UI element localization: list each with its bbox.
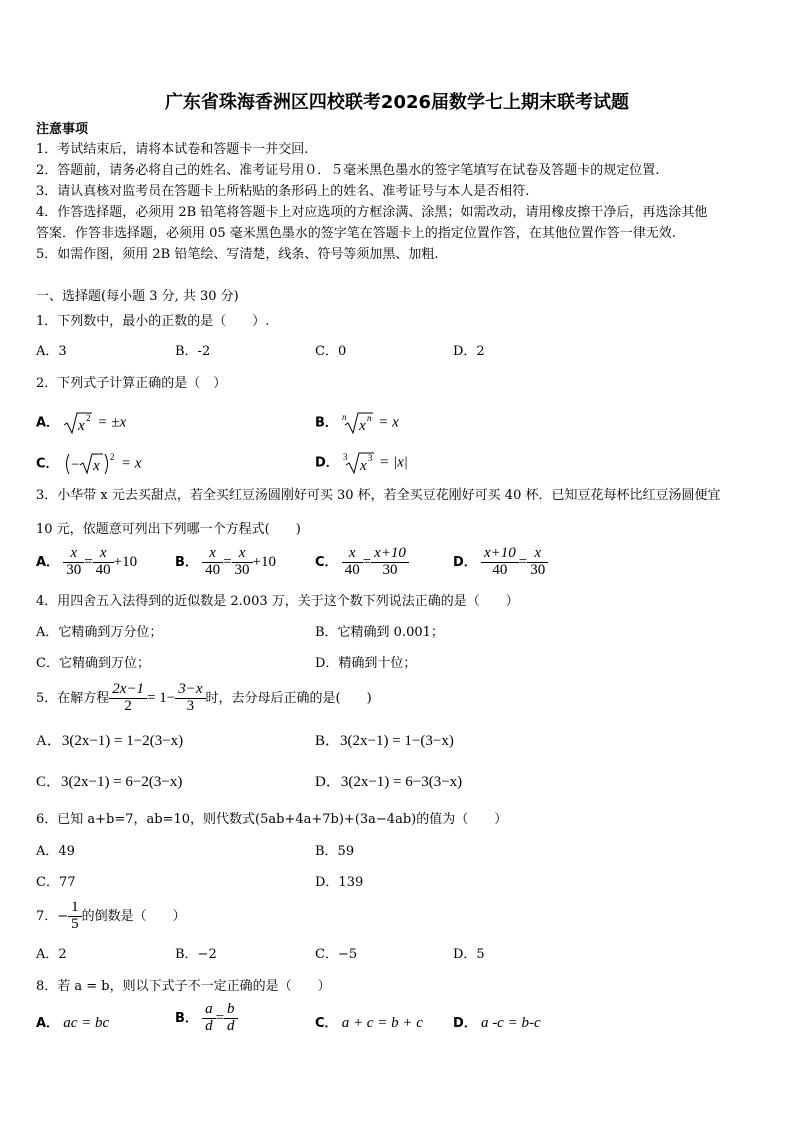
option-label: C． bbox=[36, 456, 59, 472]
q6-option-c: C．77 bbox=[36, 875, 76, 890]
q8-option-b: B． $\frac{a}{d}$ = $\frac{b}{d}$ bbox=[175, 1002, 238, 1035]
question-3-stem-line2: 10 元，依题意可列出下列哪一个方程式( ) bbox=[36, 522, 301, 537]
q4-option-d: D．精确到十位； bbox=[315, 656, 417, 671]
q7-option-b: B．−2 bbox=[175, 947, 217, 962]
fraction: $\frac{x}{40}$ bbox=[93, 546, 114, 579]
option-label: B． bbox=[175, 1010, 198, 1026]
option-label: C． bbox=[315, 554, 338, 570]
fraction: $\frac{x}{30}$ bbox=[63, 546, 84, 579]
q1-option-c: C．0 bbox=[315, 344, 347, 359]
q4-option-a: A．它精确到万分位； bbox=[36, 625, 163, 640]
fraction: $\frac{2x-1}{2}$ bbox=[109, 682, 147, 715]
question-8-stem: 8．若 a = b，则以下式子不一定正确的是（ ） bbox=[36, 979, 331, 994]
option-label: B． bbox=[175, 554, 198, 570]
q5-option-d: D．3(2x−1) = 6−3(3−x) bbox=[315, 774, 463, 790]
q8-option-d: D． a -c = b-c bbox=[453, 1015, 541, 1031]
q8-option-a: A． ac = bc bbox=[36, 1015, 110, 1031]
question-2-stem: 2．下列式子计算正确的是（ ） bbox=[36, 376, 227, 391]
q3-option-b: B． $\frac{x}{40}$ = $\frac{x}{30}$ +10 bbox=[175, 545, 276, 578]
q6-option-a: A．49 bbox=[36, 844, 75, 859]
notice-line: 1．考试结束后，请将本试卷和答题卡一并交回. bbox=[36, 142, 309, 157]
svg-text:2: 2 bbox=[109, 452, 115, 462]
notice-line: 答案．作答非选择题，必须用 05 毫米黑色墨水的签字笔在答题卡上的指定位置作答，在其他位置作答一律无效. bbox=[36, 226, 676, 241]
svg-text:x: x bbox=[359, 418, 366, 434]
page-title: 广东省珠海香洲区四校联考2026届数学七上期末联考试题 bbox=[164, 92, 630, 113]
q7-option-a: A．2 bbox=[36, 947, 67, 962]
question-3-stem-line1: 3．小华带 x 元去买甜点，若全买红豆汤圆刚好可买 30 杯，若全买豆花刚好可买 40 杯．已知豆花每杯比红豆汤圆便宜 bbox=[36, 488, 721, 503]
svg-text:3: 3 bbox=[367, 453, 373, 463]
q1-option-b: B．-2 bbox=[175, 344, 211, 359]
svg-text:2: 2 bbox=[86, 413, 91, 423]
fraction: $\frac{b}{d}$ bbox=[224, 1002, 238, 1035]
fraction: $\frac{1}{5}$ bbox=[68, 900, 82, 933]
svg-text:x: x bbox=[78, 418, 85, 434]
q2-b-rhs: = x bbox=[378, 414, 399, 431]
q1-option-d: D．2 bbox=[453, 344, 485, 359]
q6-option-b: B．59 bbox=[315, 844, 355, 859]
q2-c-rhs: = x bbox=[120, 455, 142, 472]
fraction: $\frac{3-x}{3}$ bbox=[175, 682, 205, 715]
q2-option-c bbox=[36, 450, 141, 478]
option-label: C． bbox=[315, 1016, 338, 1031]
q7-option-c: C．−5 bbox=[315, 947, 358, 962]
svg-text:x: x bbox=[92, 458, 100, 474]
fraction: $\frac{x}{30}$ bbox=[232, 546, 253, 579]
svg-text:n: n bbox=[367, 413, 372, 423]
question-5-stem: 5．在解方程 $\frac{2x-1}{2}$ = 1− $\frac{3-x}{3}$ 时，去分母后正确的是( ) bbox=[36, 681, 372, 714]
option-label: D． bbox=[453, 554, 477, 570]
notice-line: 4．作答选择题，必须用 2B 铅笔将答题卡上对应选项的方框涂满、涂黑；如需改动，请用橡皮擦干净后，再选涂其他 bbox=[36, 205, 708, 220]
option-label: A． bbox=[36, 415, 60, 431]
fraction: $\frac{x+10}{40}$ bbox=[481, 546, 519, 579]
option-label: B． bbox=[315, 415, 338, 431]
fraction: $\frac{x+10}{30}$ bbox=[371, 546, 409, 579]
question-4-stem: 4．用四舍五入法得到的近似数是 2.003 万，关于这个数下列说法正确的是（ ） bbox=[36, 594, 519, 609]
notice-heading: 注意事项 bbox=[36, 122, 89, 137]
cube-root-x-cubed-formula bbox=[343, 450, 375, 476]
q3-option-a: A． $\frac{x}{30}$ = $\frac{x}{40}$ +10 bbox=[36, 545, 138, 578]
option-label: D． bbox=[315, 455, 339, 471]
notice-line: 2．答题前，请务必将自己的姓名、准考证号用０．５毫米黑色墨水的签字笔填写在试卷及答题卡的规定位置. bbox=[36, 163, 660, 178]
option-label: D． bbox=[453, 1016, 477, 1031]
q2-option-a bbox=[36, 410, 126, 436]
q1-option-a: A．3 bbox=[36, 344, 67, 359]
nth-root-x-n-formula bbox=[342, 410, 374, 436]
fraction: $\frac{x}{30}$ bbox=[527, 546, 548, 579]
q2-option-d bbox=[315, 450, 408, 476]
sqrt-x-squared-formula bbox=[63, 410, 93, 436]
q3-option-c: C． $\frac{x}{40}$ = $\frac{x+10}{30}$ bbox=[315, 546, 409, 579]
question-6-stem: 6．已知 a+b=7，ab=10，则代数式(5ab+4a+7b)+(3a−4ab)的值为（ ） bbox=[36, 812, 508, 827]
fraction: $\frac{x}{40}$ bbox=[342, 546, 363, 579]
q7-option-d: D．5 bbox=[453, 947, 485, 962]
q5-option-c: C．3(2x−1) = 6−2(3−x) bbox=[36, 774, 183, 790]
svg-text:x: x bbox=[359, 458, 367, 474]
section-heading: 一、选择题(每小题 3 分, 共 30 分) bbox=[36, 289, 239, 304]
q5-option-b: B．3(2x−1) = 1−(3−x) bbox=[315, 733, 454, 749]
q4-option-b: B．它精确到 0.001； bbox=[315, 625, 444, 640]
q2-d-rhs: = |x| bbox=[379, 454, 408, 471]
neg-sqrt-x-squared-formula bbox=[63, 450, 117, 478]
q3-option-d: D． $\frac{x+10}{40}$ = $\frac{x}{30}$ bbox=[453, 546, 548, 579]
q4-option-c: C．它精确到万位； bbox=[36, 656, 150, 671]
q2-a-rhs: = ±x bbox=[97, 414, 127, 431]
svg-text:n: n bbox=[342, 412, 347, 422]
q5-option-a: A．3(2x−1) = 1−2(3−x) bbox=[36, 733, 184, 749]
option-label: A． bbox=[36, 1016, 60, 1031]
option-label: A． bbox=[36, 554, 60, 570]
svg-text:3: 3 bbox=[342, 452, 348, 462]
q2-option-b bbox=[315, 410, 399, 436]
question-7-stem: 7．− $\frac{1}{5}$ 的倒数是（ ） bbox=[36, 899, 186, 932]
svg-text:−: − bbox=[70, 457, 80, 473]
q8-option-c: C． a + c = b + c bbox=[315, 1015, 423, 1031]
fraction: $\frac{x}{40}$ bbox=[202, 546, 223, 579]
fraction: $\frac{a}{d}$ bbox=[202, 1002, 216, 1035]
q6-option-d: D．139 bbox=[315, 875, 364, 890]
question-1-stem: 1．下列数中，最小的正数的是（ ）. bbox=[36, 314, 270, 329]
notice-line: 5．如需作图，须用 2B 铅笔绘、写清楚，线条、符号等须加黑、加粗. bbox=[36, 247, 439, 262]
notice-line: 3．请认真核对监考员在答题卡上所粘贴的条形码上的姓名、准考证号与本人是否相符. bbox=[36, 184, 530, 199]
